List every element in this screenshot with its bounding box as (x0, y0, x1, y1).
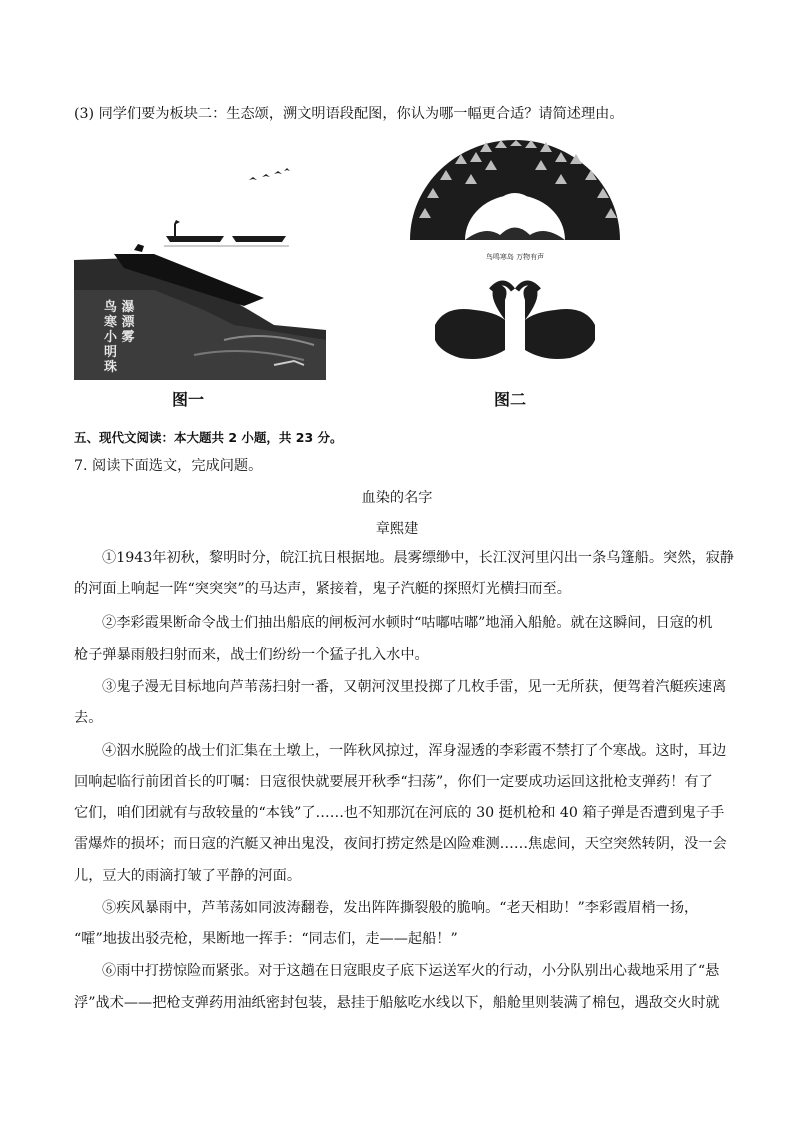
figure-1-overlay-char: 鸟 (104, 300, 118, 315)
figure-1-overlay-char: 明 (104, 345, 118, 360)
figure-1-overlay-char: 瀑 (121, 300, 135, 315)
article-line: 它们，咱们团就有与敌较量的“本钱”了……也不知那沉在河底的 30 挺机枪和 40 箱子弹是否遭到鬼子手 (74, 805, 725, 821)
figure-1-image (74, 150, 326, 380)
figure-1-overlay-char: 雾 (121, 330, 135, 345)
question-7-text: 7. 阅读下面选文，完成问题。 (74, 458, 263, 474)
section-heading: 五、现代文阅读：本大题共 2 小题，共 23 分。 (74, 430, 343, 445)
article-line: ①1943年初秋，黎明时分，皖江抗日根据地。晨雾缥缈中，长江汊河里闪出一条乌篷船。突然，寂静 (102, 550, 734, 566)
article-line: ③鬼子漫无目标地向芦苇荡扫射一番，又朝河汊里投掷了几枚手雷，见一无所获，便驾着汽艇疾速离 (102, 679, 727, 695)
article-line: 去。 (74, 710, 103, 726)
figure-1-caption: 图一 (172, 390, 205, 409)
article-line: ⑤疾风暴雨中，芦苇荡如同波涛翻卷，发出阵阵撕裂般的脆响。“老天相助！”李彩霞眉梢一扬， (102, 900, 699, 916)
article-line: 枪子弹暴雨般扫射而来，战士们纷纷一个猛子扎入水中。 (74, 647, 429, 663)
figure-1-overlay-char: 寒 (104, 315, 118, 330)
article-line: ⑥雨中打捞惊险而紧张。对于这趟在日寇眼皮子底下运送军火的行动，小分队别出心裁地采用了“悬 (102, 963, 720, 979)
question-3-text: (3) 同学们要为板块二：生态颂，溯文明语段配图，你认为哪一幅更合适？请简述理由。 (74, 106, 624, 122)
figure-2-banner: 鸟鸣寒岛 万物有声 (485, 253, 545, 261)
article-line: “嚯”地拔出驳壳枪，果断地一挥手：“同志们，走——起船！” (74, 931, 458, 947)
article-line: ④泅水脱险的战士们汇集在土墩上，一阵秋风掠过，浑身湿透的李彩霞不禁打了个寒战。这时，耳边 (102, 743, 727, 759)
article-line: 儿，豆大的雨滴打皱了平静的河面。 (74, 868, 302, 884)
article-line: 雷爆炸的损坏；而日寇的汽艇又神出鬼没，夜间打捞定然是凶险难测……焦虑间，天空突然转阴，没一会 (74, 836, 727, 852)
article-line: ②李彩霞果断命令战士们抽出船底的闸板河水顿时“咕嘟咕嘟”地涌入船舱。就在这瞬间，日寇的机 (102, 615, 713, 631)
figure-1-overlay-char: 小 (104, 330, 118, 345)
article-line: 的河面上响起一阵“突突突”的马达声，紧接着，鬼子汽艇的探照灯光横扫而至。 (74, 581, 571, 597)
figure-1-overlay-char: 漂 (121, 315, 135, 330)
figure-1-overlay-char: 珠 (104, 360, 118, 375)
article-line: 浮”战术——把枪支弹药用油纸密封包装，悬挂于船舷吃水线以下，船舱里则装满了棉包，遇敌交火时就 (74, 995, 720, 1011)
article-title: 血染的名字 (361, 490, 433, 506)
article-author: 章熙建 (375, 521, 419, 537)
article-line: 回响起临行前团首长的叮嘱：日寇很快就要展开秋季“扫荡”，你们一定要成功运回这批枪支弹药！有了 (74, 774, 713, 790)
figure-2-image (405, 140, 625, 370)
figure-2-caption: 图二 (494, 390, 527, 409)
